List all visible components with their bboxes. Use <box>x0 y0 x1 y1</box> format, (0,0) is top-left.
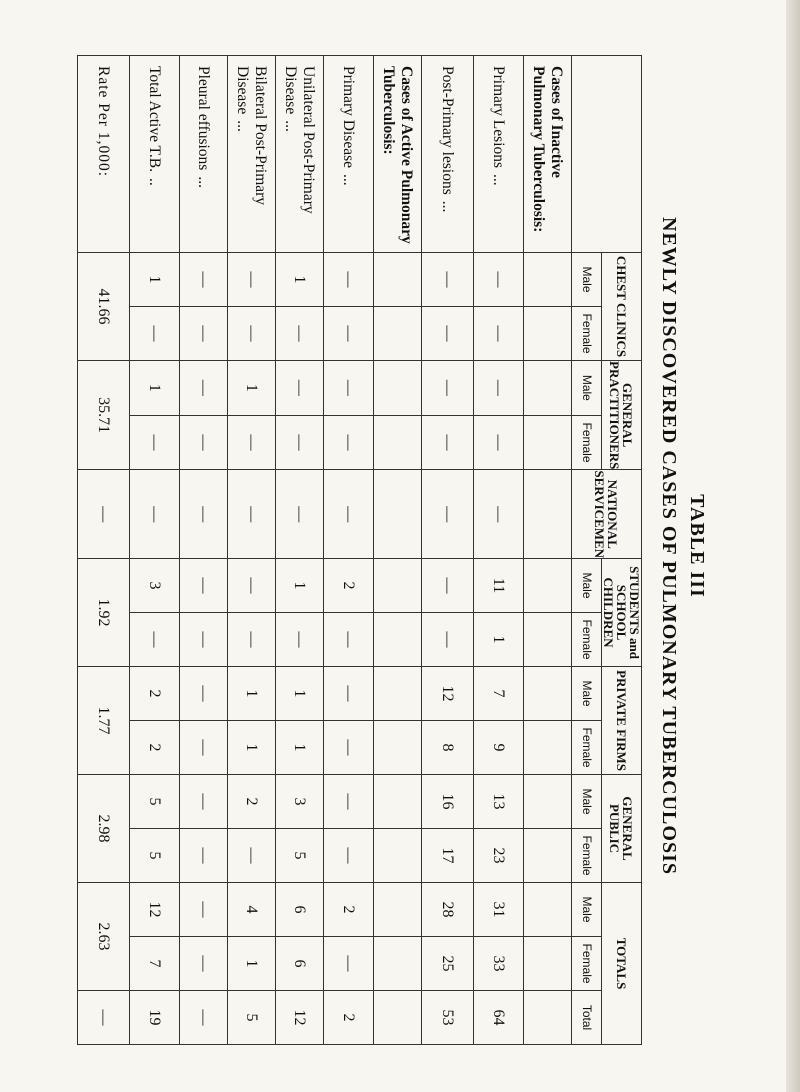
leader-dots: ... <box>340 174 358 186</box>
value-cell: — <box>324 361 374 416</box>
group-private-firms: PRIVATE FIRMS <box>602 667 642 775</box>
value-cell: 19 <box>130 991 180 1045</box>
value-cell: — <box>324 415 374 470</box>
value-cell: 28 <box>422 883 474 937</box>
value-cell <box>524 667 572 721</box>
value-cell: — <box>422 307 474 361</box>
value-cell <box>374 937 422 991</box>
leader-dots: .. <box>146 177 164 186</box>
leader-dots: ... <box>439 200 457 213</box>
value-cell: 6 <box>276 883 324 937</box>
value-cell: 1 <box>276 559 324 613</box>
value-cell: 4 <box>228 883 276 937</box>
value-cell: 7 <box>130 937 180 991</box>
value-cell: 1 <box>228 937 276 991</box>
sub-female: Female <box>572 613 602 667</box>
value-cell: 31 <box>474 883 524 937</box>
tuberculosis-table <box>77 55 642 1045</box>
value-cell <box>524 721 572 775</box>
value-cell: — <box>180 470 228 559</box>
value-cell: — <box>130 415 180 470</box>
value-cell: — <box>276 361 324 416</box>
value-cell: — <box>180 667 228 721</box>
value-cell: 17 <box>422 829 474 883</box>
value-cell <box>524 253 572 307</box>
value-cell: 23 <box>474 829 524 883</box>
row-label <box>324 56 374 253</box>
value-cell <box>374 613 422 667</box>
sub-female: Female <box>572 937 602 991</box>
value-cell: 12 <box>130 883 180 937</box>
value-cell: 1 <box>228 667 276 721</box>
value-cell <box>374 883 422 937</box>
value-cell <box>374 667 422 721</box>
value-cell: 16 <box>422 775 474 829</box>
leader-dots: ... <box>195 176 213 188</box>
sub-male: Male <box>572 667 602 721</box>
header-blank <box>572 56 642 253</box>
value-cell: — <box>130 307 180 361</box>
value-cell: 1 <box>130 361 180 416</box>
value-cell <box>374 721 422 775</box>
value-cell: 13 <box>474 775 524 829</box>
value-cell: — <box>422 559 474 613</box>
value-cell <box>374 470 422 559</box>
value-cell: 7 <box>474 667 524 721</box>
row-label <box>474 56 524 253</box>
value-cell: 2 <box>228 775 276 829</box>
value-cell: 2 <box>130 721 180 775</box>
value-cell: 5 <box>130 775 180 829</box>
value-cell <box>524 775 572 829</box>
value-cell: 2 <box>324 883 374 937</box>
sub-male: Male <box>572 883 602 937</box>
row-label-text: Total Active T.B. <box>146 66 164 172</box>
rate-value: 1.77 <box>78 667 130 775</box>
value-cell: — <box>180 829 228 883</box>
value-cell: 1 <box>228 361 276 416</box>
value-cell <box>524 937 572 991</box>
value-cell: 1 <box>276 721 324 775</box>
value-cell: — <box>180 721 228 775</box>
value-cell: — <box>324 667 374 721</box>
row-label-text: Bilateral Post-Primary Disease <box>234 66 270 206</box>
table-row <box>228 56 276 1045</box>
value-cell <box>524 829 572 883</box>
value-cell: — <box>324 721 374 775</box>
value-cell: — <box>180 775 228 829</box>
value-cell: — <box>276 470 324 559</box>
group-national-servicemen: NATIONAL SERVICEMEN <box>572 470 642 559</box>
row-label <box>524 56 572 253</box>
value-cell: — <box>180 559 228 613</box>
value-cell: 9 <box>474 721 524 775</box>
value-cell <box>374 361 422 416</box>
value-cell <box>524 307 572 361</box>
value-cell: — <box>228 829 276 883</box>
sub-female: Female <box>572 721 602 775</box>
value-cell: — <box>228 307 276 361</box>
value-cell: — <box>276 613 324 667</box>
table-row <box>422 56 474 1045</box>
value-cell: — <box>324 937 374 991</box>
rate-value: 41.66 <box>78 253 130 361</box>
rate-value: — <box>78 470 130 559</box>
value-cell: — <box>474 253 524 307</box>
value-cell: — <box>474 470 524 559</box>
value-cell <box>524 361 572 416</box>
sub-male: Male <box>572 253 602 307</box>
rate-value: — <box>78 991 130 1045</box>
group-students-school-children: STUDENTS and SCHOOL CHILDREN <box>602 559 642 667</box>
table-number: TABLE III <box>686 494 708 598</box>
row-label <box>374 56 422 253</box>
value-cell: — <box>474 361 524 416</box>
group-totals: TOTALS <box>602 883 642 1045</box>
group-general-practitioners: GENERAL PRACTITIONERS <box>602 361 642 470</box>
rate-row <box>78 56 130 1045</box>
value-cell: — <box>276 307 324 361</box>
sub-male: Male <box>572 775 602 829</box>
value-cell: — <box>180 613 228 667</box>
leader-dots: ... <box>234 120 252 132</box>
value-cell <box>524 991 572 1045</box>
value-cell: — <box>180 883 228 937</box>
value-cell: 53 <box>422 991 474 1045</box>
value-cell: 11 <box>474 559 524 613</box>
value-cell: — <box>180 991 228 1045</box>
value-cell: — <box>324 829 374 883</box>
value-cell: 3 <box>130 559 180 613</box>
value-cell: — <box>180 361 228 416</box>
rate-value: 2.98 <box>78 775 130 883</box>
value-cell: 5 <box>130 829 180 883</box>
value-cell <box>524 613 572 667</box>
row-label-text: Primary Lesions <box>490 66 508 169</box>
value-cell: 64 <box>474 991 524 1045</box>
value-cell: — <box>180 415 228 470</box>
value-cell: — <box>422 253 474 307</box>
value-cell: — <box>422 613 474 667</box>
value-cell: — <box>276 415 324 470</box>
value-cell: — <box>180 307 228 361</box>
sub-female: Female <box>572 829 602 883</box>
value-cell: — <box>422 415 474 470</box>
sub-male: Male <box>572 361 602 416</box>
row-label-text: Unilateral Post-Primary Disease <box>282 66 318 214</box>
table-row <box>180 56 228 1045</box>
value-cell: 1 <box>276 253 324 307</box>
value-cell: 2 <box>324 991 374 1045</box>
table-row <box>474 56 524 1045</box>
value-cell: — <box>228 559 276 613</box>
value-cell <box>374 253 422 307</box>
value-cell: — <box>422 361 474 416</box>
value-cell: 33 <box>474 937 524 991</box>
value-cell: 5 <box>276 829 324 883</box>
group-general-public: GENERAL PUBLIC <box>602 775 642 883</box>
value-cell: 25 <box>422 937 474 991</box>
row-label-text: Pleural effusions <box>195 66 213 171</box>
value-cell <box>524 883 572 937</box>
section-heading: Cases of Inactive Pulmonary Tuberculosis: <box>530 66 566 233</box>
value-cell: — <box>324 307 374 361</box>
row-label <box>180 56 228 253</box>
value-cell <box>524 470 572 559</box>
value-cell: — <box>422 470 474 559</box>
group-chest-clinics: CHEST CLINICS <box>602 253 642 361</box>
value-cell: — <box>130 470 180 559</box>
value-cell <box>374 307 422 361</box>
value-cell <box>374 415 422 470</box>
value-cell: — <box>180 937 228 991</box>
value-cell: — <box>324 775 374 829</box>
sub-male: Male <box>572 559 602 613</box>
value-cell <box>374 991 422 1045</box>
value-cell: 1 <box>276 667 324 721</box>
value-cell: — <box>228 470 276 559</box>
value-cell: — <box>324 613 374 667</box>
table-row <box>276 56 324 1045</box>
value-cell <box>524 559 572 613</box>
sub-female: Female <box>572 415 602 470</box>
value-cell: — <box>324 470 374 559</box>
value-cell <box>374 775 422 829</box>
leader-dots: ... <box>490 174 508 186</box>
value-cell: 1 <box>228 721 276 775</box>
value-cell: 2 <box>324 559 374 613</box>
rate-value: 2.63 <box>78 883 130 991</box>
value-cell: — <box>228 253 276 307</box>
table-body <box>78 56 572 1045</box>
row-label <box>422 56 474 253</box>
row-label <box>130 56 180 253</box>
table-row <box>324 56 374 1045</box>
value-cell: 5 <box>228 991 276 1045</box>
row-label-text: Post-Primary lesions <box>439 66 457 195</box>
row-label <box>276 56 324 253</box>
leader-dots: ... <box>282 120 300 132</box>
value-cell <box>524 415 572 470</box>
value-cell: 3 <box>276 775 324 829</box>
value-cell <box>374 559 422 613</box>
value-cell: — <box>324 253 374 307</box>
value-cell: 6 <box>276 937 324 991</box>
table-row <box>374 56 422 1045</box>
value-cell: — <box>228 613 276 667</box>
rate-value: 35.71 <box>78 361 130 470</box>
value-cell: 2 <box>130 667 180 721</box>
row-label <box>228 56 276 253</box>
value-cell: 1 <box>130 253 180 307</box>
rate-label: Rate Per 1,000: <box>78 56 130 253</box>
table-title: NEWLY DISCOVERED CASES OF PULMONARY TUBERCULOSIS <box>658 217 680 875</box>
value-cell: — <box>474 415 524 470</box>
value-cell: 8 <box>422 721 474 775</box>
value-cell: 1 <box>474 613 524 667</box>
sub-total: Total <box>572 991 602 1045</box>
value-cell <box>374 829 422 883</box>
sub-female: Female <box>572 307 602 361</box>
table-row <box>524 56 572 1045</box>
value-cell: 12 <box>276 991 324 1045</box>
table-row <box>130 56 180 1045</box>
value-cell: — <box>130 613 180 667</box>
rate-value: 1.92 <box>78 559 130 667</box>
value-cell: — <box>474 307 524 361</box>
value-cell: — <box>180 253 228 307</box>
row-label-text: Primary Disease <box>340 66 358 169</box>
section-heading: Cases of Active Pulmonary Tuberculosis: <box>380 66 416 244</box>
value-cell: 12 <box>422 667 474 721</box>
value-cell: — <box>228 415 276 470</box>
